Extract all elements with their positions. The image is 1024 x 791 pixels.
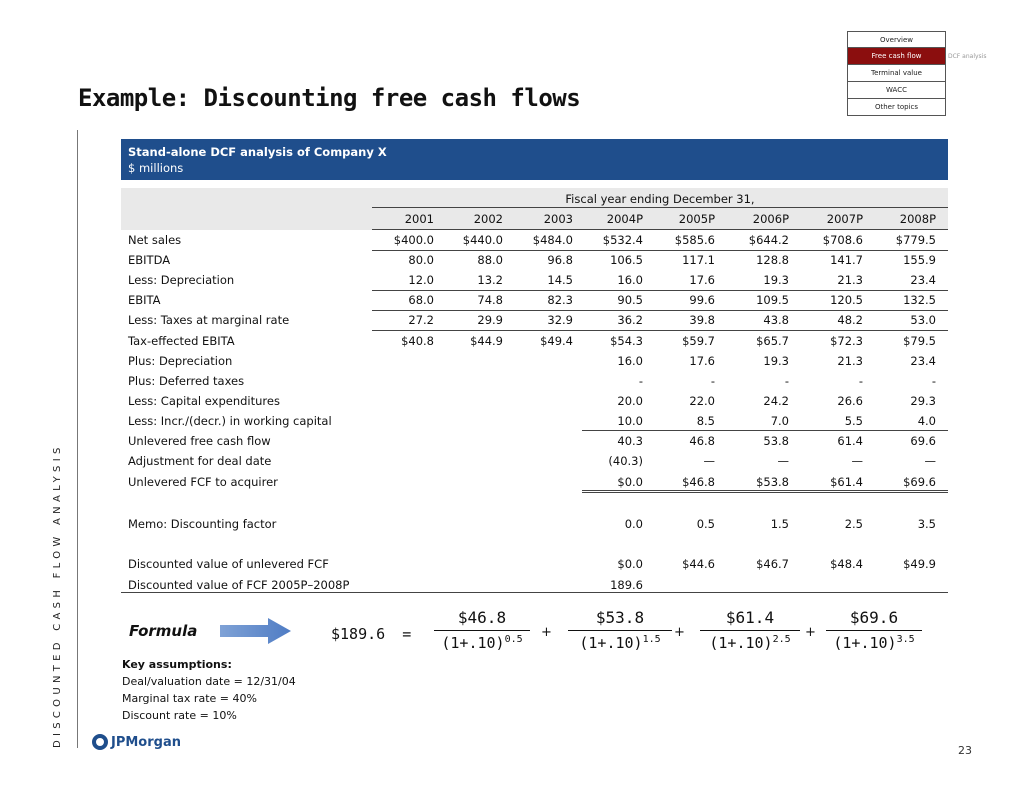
year-header: 2001 xyxy=(404,212,434,226)
table-row xyxy=(121,411,948,431)
table-cell: $484.0 xyxy=(532,233,573,247)
table-cell: (40.3) xyxy=(608,454,643,468)
page-number: 23 xyxy=(958,744,972,757)
formula-term xyxy=(568,608,672,652)
table-cell: $532.4 xyxy=(602,233,643,247)
fiscal-header-rule xyxy=(372,207,948,208)
table-cell: 69.6 xyxy=(910,434,936,448)
formula-total xyxy=(331,625,411,643)
table-cell: $79.5 xyxy=(903,334,936,348)
table-cell: 82.3 xyxy=(547,293,573,307)
table-cell: - xyxy=(858,374,863,388)
row-label: Unlevered free cash flow xyxy=(128,434,271,448)
table-cell: 109.5 xyxy=(756,293,789,307)
term-denominator: $(1+.10)^{3.5}$ xyxy=(833,634,915,652)
table-cell: - xyxy=(931,374,936,388)
table-title: Stand-alone DCF analysis of Company X xyxy=(128,145,387,159)
term-numerator: $61.4 xyxy=(725,608,775,627)
table-row xyxy=(121,250,948,270)
table-cell: 1.5 xyxy=(770,517,789,531)
table-cell: $44.6 xyxy=(682,557,715,571)
table-cell: 19.3 xyxy=(763,273,789,287)
formula-label: Formula xyxy=(129,622,198,640)
fraction-bar xyxy=(700,630,800,631)
table-cell: 16.0 xyxy=(617,273,643,287)
page-title: Example: Discounting free cash flows xyxy=(78,84,581,112)
formula-term xyxy=(826,608,922,652)
row-label: Unlevered FCF to acquirer xyxy=(128,475,278,489)
company-logo xyxy=(92,734,181,750)
table-cell: - xyxy=(784,374,789,388)
row-label: Adjustment for deal date xyxy=(128,454,272,468)
table-row xyxy=(121,431,948,451)
table-rule xyxy=(372,310,948,311)
table-cell: $400.0 xyxy=(393,233,434,247)
table-cell: 74.8 xyxy=(477,293,503,307)
year-header: 2007P xyxy=(826,212,863,226)
table-cell: 14.5 xyxy=(547,273,573,287)
table-cell: 10.0 xyxy=(617,414,643,428)
table-cell: $49.9 xyxy=(903,557,936,571)
table-cell: 96.8 xyxy=(547,253,573,267)
side-section-label: DISCOUNTED CASH FLOW ANALYSIS xyxy=(52,443,63,748)
row-label: Less: Capital expenditures xyxy=(128,394,280,408)
table-cell: 132.5 xyxy=(903,293,936,307)
formula-plus: + xyxy=(541,625,552,640)
row-label: Less: Depreciation xyxy=(128,273,235,287)
table-cell: 80.0 xyxy=(408,253,434,267)
table-cell: 99.6 xyxy=(689,293,715,307)
table-cell: $0.0 xyxy=(617,557,643,571)
assumption-item: Deal/valuation date = 12/31/04 xyxy=(122,675,296,688)
table-cell: 23.4 xyxy=(910,273,936,287)
formula-term xyxy=(700,608,800,652)
table-cell: 53.0 xyxy=(910,313,936,327)
nav-item-free-cash-flow[interactable]: Free cash flow xyxy=(847,48,946,65)
table-cell: 117.1 xyxy=(682,253,715,267)
year-header: 2003 xyxy=(543,212,573,226)
table-cell: $72.3 xyxy=(830,334,863,348)
table-row xyxy=(121,310,948,330)
fraction-bar xyxy=(826,630,922,631)
table-cell: 128.8 xyxy=(756,253,789,267)
row-label: EBITDA xyxy=(128,253,171,267)
table-cell: 53.8 xyxy=(763,434,789,448)
table-cell: 90.5 xyxy=(617,293,643,307)
table-row xyxy=(121,270,948,290)
fraction-bar xyxy=(568,630,672,631)
table-row xyxy=(121,391,948,411)
table-rule xyxy=(372,290,948,291)
table-cell: 0.0 xyxy=(624,517,643,531)
term-numerator: $69.6 xyxy=(849,608,899,627)
term-denominator: $(1+.10)^{0.5}$ xyxy=(441,634,523,652)
formula-equals: = xyxy=(402,625,412,643)
nav-item-other-topics[interactable]: Other topics xyxy=(847,99,946,116)
row-label: Discounted value of unlevered FCF xyxy=(128,557,329,571)
table-cell: 88.0 xyxy=(477,253,503,267)
year-header: 2006P xyxy=(752,212,789,226)
table-cell: 23.4 xyxy=(910,354,936,368)
table-cell: $53.8 xyxy=(756,475,789,489)
table-cell: 7.0 xyxy=(770,414,789,428)
assumption-item: Marginal tax rate = 40% xyxy=(122,692,257,705)
table-cell: $46.8 xyxy=(682,475,715,489)
table-cell: 19.3 xyxy=(763,354,789,368)
formula-plus: + xyxy=(674,625,685,640)
row-label: Plus: Deferred taxes xyxy=(128,374,245,388)
table-row xyxy=(121,472,948,492)
fiscal-year-label: Fiscal year ending December 31, xyxy=(565,192,755,206)
table-cell: $644.2 xyxy=(748,233,789,247)
table-cell: $44.9 xyxy=(470,334,503,348)
table-cell: 22.0 xyxy=(689,394,715,408)
table-row xyxy=(121,451,948,471)
table-cell: 29.3 xyxy=(910,394,936,408)
year-header: 2005P xyxy=(678,212,715,226)
table-cell: 3.5 xyxy=(917,517,936,531)
table-cell: — xyxy=(924,454,936,468)
table-cell: $59.7 xyxy=(682,334,715,348)
table-row xyxy=(121,351,948,371)
table-cell: $69.6 xyxy=(903,475,936,489)
year-header: 2008P xyxy=(899,212,936,226)
table-cell: $65.7 xyxy=(756,334,789,348)
table-cell: 68.0 xyxy=(408,293,434,307)
row-label: Tax-effected EBITA xyxy=(128,334,235,348)
nav-item-terminal-value[interactable]: Terminal value xyxy=(847,65,946,82)
term-numerator: $46.8 xyxy=(457,608,507,627)
table-cell: $49.4 xyxy=(540,334,573,348)
table-cell: $708.6 xyxy=(822,233,863,247)
table-cell: $40.8 xyxy=(401,334,434,348)
table-cell: - xyxy=(638,374,643,388)
jpmorgan-octagon-logo-icon xyxy=(92,734,108,750)
term-denominator: $(1+.10)^{1.5}$ xyxy=(579,634,661,652)
logo-text: JPMorgan xyxy=(111,734,181,750)
table-cell: $779.5 xyxy=(895,233,936,247)
table-cell: 21.3 xyxy=(837,273,863,287)
term-denominator: $(1+.10)^{2.5}$ xyxy=(709,634,791,652)
table-row xyxy=(121,371,948,391)
table-row xyxy=(121,554,948,574)
table-cell: 39.8 xyxy=(689,313,715,327)
table-row xyxy=(121,331,948,351)
table-cell: 40.3 xyxy=(617,434,643,448)
table-cell: $61.4 xyxy=(830,475,863,489)
table-cell: 5.5 xyxy=(844,414,863,428)
left-divider xyxy=(77,130,78,748)
fraction-bar xyxy=(434,630,530,631)
key-assumptions xyxy=(122,656,296,724)
table-cell: 61.4 xyxy=(837,434,863,448)
table-cell: 17.6 xyxy=(689,273,715,287)
table-rule xyxy=(372,250,948,251)
table-row xyxy=(121,230,948,250)
table-header xyxy=(121,139,948,180)
row-label: EBITA xyxy=(128,293,161,307)
assumptions-heading: Key assumptions: xyxy=(122,658,232,671)
table-rule xyxy=(582,430,948,431)
table-cell: $0.0 xyxy=(617,475,643,489)
table-cell: 0.5 xyxy=(696,517,715,531)
term-numerator: $53.8 xyxy=(595,608,645,627)
table-cell: 4.0 xyxy=(917,414,936,428)
table-cell: 13.2 xyxy=(477,273,503,287)
table-cell: — xyxy=(777,454,789,468)
row-label: Plus: Depreciation xyxy=(128,354,233,368)
table-cell: 106.5 xyxy=(610,253,643,267)
table-cell: — xyxy=(703,454,715,468)
section-nav xyxy=(847,31,946,116)
table-cell: 46.8 xyxy=(689,434,715,448)
nav-item-overview[interactable]: Overview xyxy=(847,31,946,48)
table-bottom-rule xyxy=(121,592,948,593)
assumption-item: Discount rate = 10% xyxy=(122,709,237,722)
formula-total-value: $189.6 xyxy=(331,625,386,643)
table-row xyxy=(121,290,948,310)
table-cell: 20.0 xyxy=(617,394,643,408)
table-cell: 43.8 xyxy=(763,313,789,327)
nav-item-wacc[interactable]: WACC xyxy=(847,82,946,99)
table-cell: 36.2 xyxy=(617,313,643,327)
total-double-rule xyxy=(582,490,948,493)
formula-plus: + xyxy=(805,625,816,640)
row-label: Net sales xyxy=(128,233,182,247)
table-cell: $585.6 xyxy=(674,233,715,247)
table-cell: 27.2 xyxy=(408,313,434,327)
table-cell: 155.9 xyxy=(903,253,936,267)
table-cell: 12.0 xyxy=(408,273,434,287)
table-cell: 48.2 xyxy=(837,313,863,327)
year-header-row xyxy=(121,209,948,229)
row-label: Less: Taxes at marginal rate xyxy=(128,313,290,327)
table-rule xyxy=(372,330,948,331)
row-label: Discounted value of FCF 2005P–2008P xyxy=(128,578,350,592)
table-cell: — xyxy=(851,454,863,468)
table-cell: $46.7 xyxy=(756,557,789,571)
table-cell: 32.9 xyxy=(547,313,573,327)
table-cell: $54.3 xyxy=(610,334,643,348)
row-label: Memo: Discounting factor xyxy=(128,517,277,531)
row-label: Less: Incr./(decr.) in working capital xyxy=(128,414,332,428)
arrow-right-icon xyxy=(220,618,292,644)
table-cell: $48.4 xyxy=(830,557,863,571)
table-cell: 8.5 xyxy=(696,414,715,428)
table-cell: 29.9 xyxy=(477,313,503,327)
table-row xyxy=(121,514,948,534)
table-cell: 141.7 xyxy=(830,253,863,267)
table-cell: 120.5 xyxy=(830,293,863,307)
table-cell: 16.0 xyxy=(617,354,643,368)
nav-crumb: DCF analysis xyxy=(948,53,987,60)
table-cell: 17.6 xyxy=(689,354,715,368)
table-cell: 189.6 xyxy=(610,578,643,592)
year-header: 2002 xyxy=(473,212,503,226)
table-cell: 24.2 xyxy=(763,394,789,408)
table-cell: 21.3 xyxy=(837,354,863,368)
formula-term xyxy=(434,608,530,652)
table-cell: - xyxy=(710,374,715,388)
table-cell: 2.5 xyxy=(844,517,863,531)
table-cell: 26.6 xyxy=(837,394,863,408)
table-units: $ millions xyxy=(128,161,184,175)
table-cell: $440.0 xyxy=(462,233,503,247)
year-header: 2004P xyxy=(606,212,643,226)
